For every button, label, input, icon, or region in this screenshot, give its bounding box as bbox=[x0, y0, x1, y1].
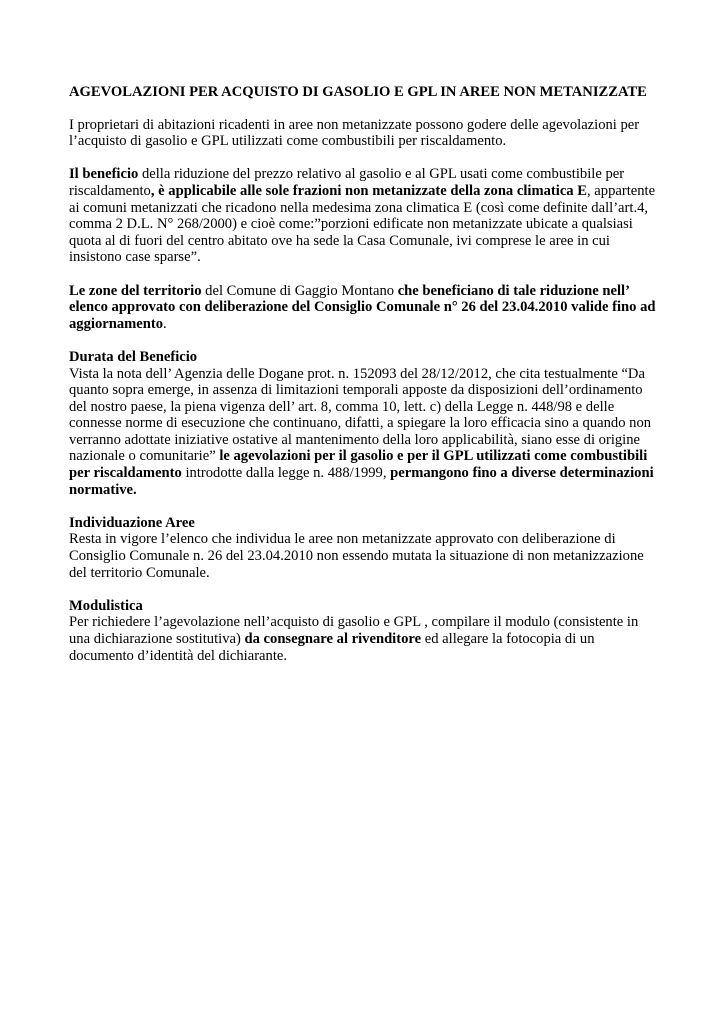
intro-paragraph: I proprietari di abitazioni ricadenti in aree non metanizzate possono godere delle agevolazioni per l’acquisto di gasolio e GPL utilizzati come combustibili per riscaldamento. bbox=[69, 116, 640, 150]
beneficio-text-1: della riduzione del prezzo relativo al gasolio e al GPL usati come combustibile per riscaldamento bbox=[69, 166, 625, 199]
zone-lead: Le zone del territorio bbox=[69, 282, 202, 299]
durata-text-1: Vista la nota dell’ Agenzia delle Dogane prot. n. 152093 del 28/12/2012, che cita testualmente “Da quanto sopra emerge, in assenza di limitazioni temporali apposte da disposizioni dell’ordinamento del nostro paese, la piena vigenza dell’ art. 8, comma 10, lett. c) della Legge n. 448/98 e delle connesse norme di esecuzione che continuano, difatti, a spiegare la loro efficacia sino a quando non verranno adottate iniziative ostative al mantenimento della loro applicabilità, siano esse di origine nazionale o comunitarie” bbox=[69, 365, 652, 465]
document-title: AGEVOLAZIONI PER ACQUISTO DI GASOLIO E GPL IN AREE NON METANIZZATE bbox=[69, 84, 647, 100]
zone-bold-1: che beneficiano di tale riduzione nell’ elenco approvato con deliberazione del Consiglio Comunale n° 26 del 23.04.2010 valide fino ad aggiornamento bbox=[69, 282, 656, 332]
modulistica-paragraph bbox=[69, 614, 659, 664]
beneficio-lead: Il beneficio bbox=[69, 166, 139, 183]
zone-text-2: . bbox=[163, 315, 167, 332]
durata-bold-1: le agevolazioni per il gasolio e per il GPL utilizzati come combustibili per riscaldamento bbox=[69, 448, 648, 482]
modulistica-text-1: Per richiedere l’agevolazione nell’acquisto di gasolio e GPL , compilare il modulo (consistente in una dichiarazione sostitutiva) bbox=[69, 614, 639, 647]
beneficio-bold-1: , è applicabile alle sole frazioni non metanizzate della zona climatica E bbox=[150, 182, 587, 199]
durata-text-2: introdotte dalla legge n. 488/1999, bbox=[181, 465, 391, 482]
durata-paragraph bbox=[69, 366, 659, 499]
zone-paragraph bbox=[69, 283, 659, 333]
individuazione-paragraph: Resta in vigore l’elenco che individua le aree non metanizzate approvato con deliberazione di Consiglio Comunale n. 26 del 23.04.2010 non essendo mutata la situazione di non metanizzazione del territorio Comunale. bbox=[69, 531, 644, 581]
individuazione-heading: Individuazione Aree bbox=[69, 514, 195, 531]
durata-heading: Durata del Beneficio bbox=[69, 348, 198, 365]
zone-text-1: del Comune di Gaggio Montano bbox=[201, 282, 398, 299]
modulistica-text-2: ed allegare la fotocopia di un documento d’identità del dichiarante. bbox=[69, 631, 595, 664]
modulistica-bold-1: da consegnare al rivenditore bbox=[244, 631, 422, 647]
document-page bbox=[69, 84, 659, 681]
beneficio-paragraph bbox=[69, 166, 659, 266]
durata-bold-2: permangono fino a diverse determinazioni normative. bbox=[69, 465, 654, 498]
beneficio-text-2: , appartente ai comuni metanizzati che ricadono nella medesima zona climatica E (così come definite dall’art.4, comma 2 D.L. N° 268/2000) e cioè come:”porzioni edificate non metanizzate ubicate a qualsiasi quota al di fuori del centro abitato ove ha sede la Casa Comunale, ivi comprese le aree in cui insistono case sparse”. bbox=[69, 182, 656, 266]
modulistica-heading: Modulistica bbox=[69, 597, 143, 614]
